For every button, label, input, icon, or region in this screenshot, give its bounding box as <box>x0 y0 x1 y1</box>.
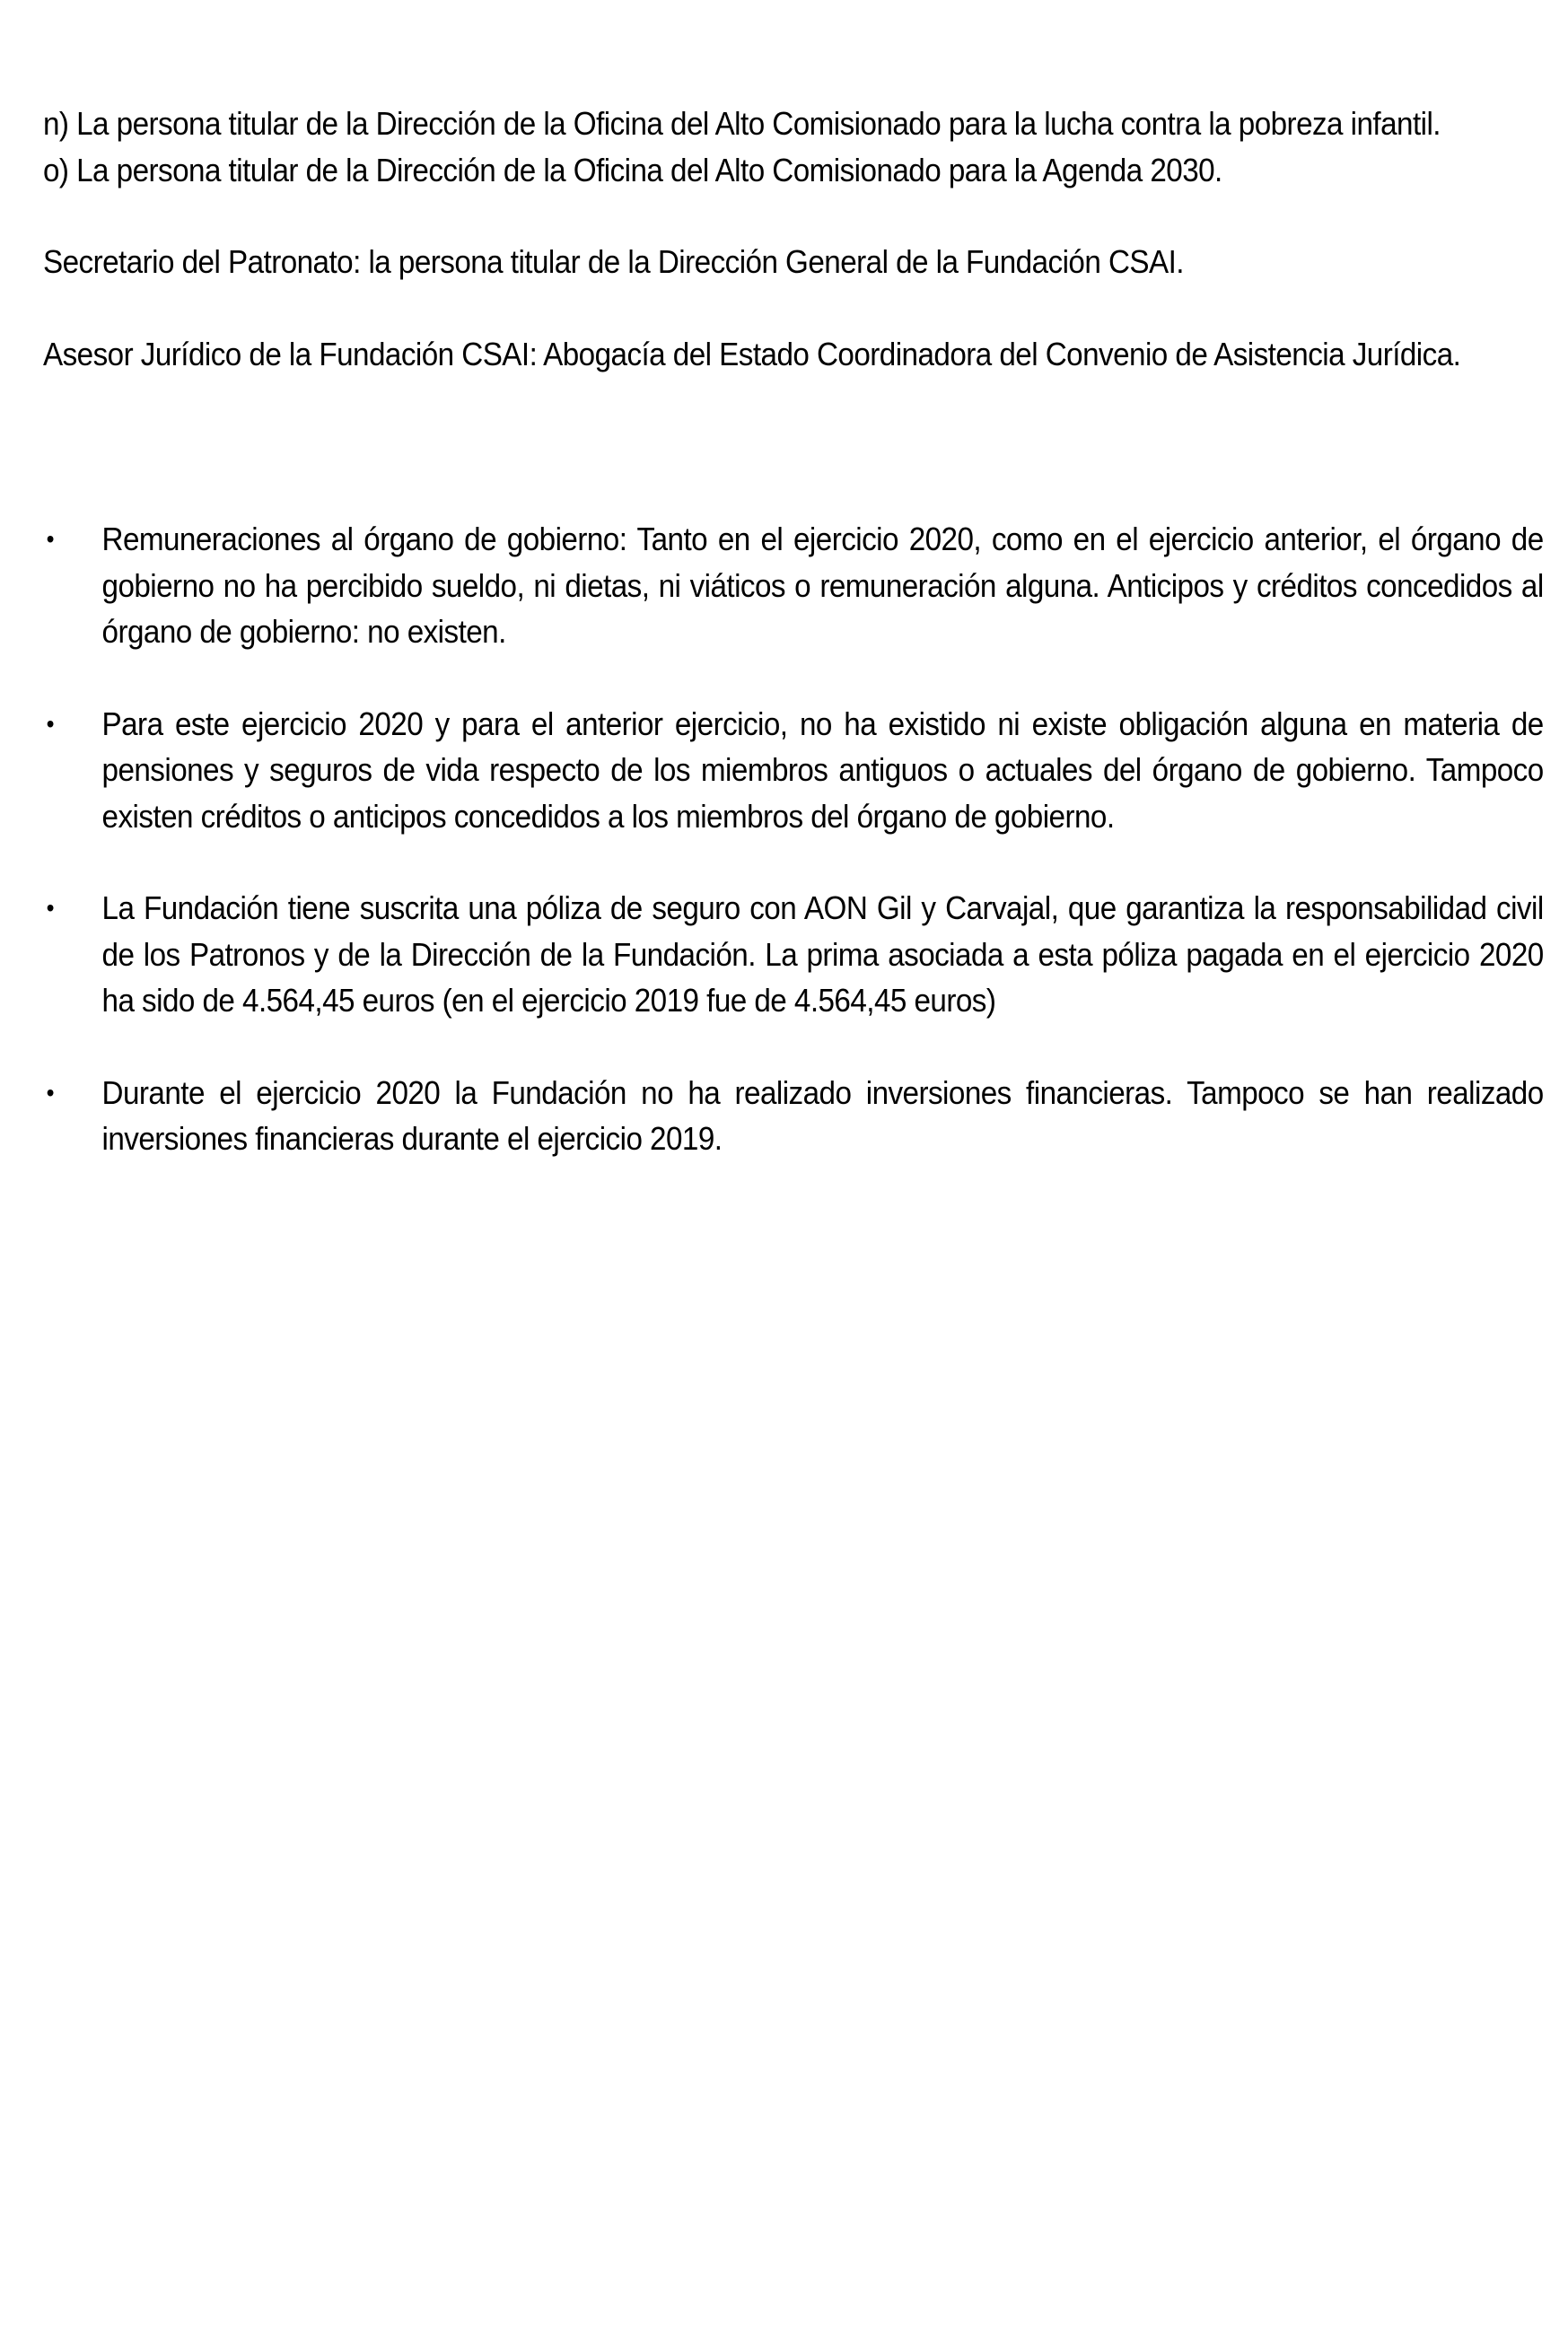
bullet-icon: • <box>46 894 55 922</box>
bullet-text: Para este ejercicio 2020 y para el anterior ejercicio, no ha existido ni existe obligación alguna en materia de pensiones y seguros de vida respecto de los miembros antiguos o actuales del órgano de gobierno. Tampoco existen créditos o anticipos concedidos a los miembros del órgano de gobierno. <box>101 705 1544 835</box>
paragraph-item-o: o) La persona titular de la Dirección de la Oficina del Alto Comisionado para la Agenda 2030. <box>43 151 1222 188</box>
spacer <box>43 377 1544 516</box>
spacer <box>43 285 1544 331</box>
spacer <box>43 839 1544 885</box>
bullet-icon: • <box>46 1078 55 1107</box>
bullet-icon: • <box>46 709 55 738</box>
bullet-list <box>43 516 1544 1162</box>
bullet-item-remuneraciones <box>43 516 1544 655</box>
spacer <box>43 655 1544 701</box>
bullet-text: Remuneraciones al órgano de gobierno: Tanto en el ejercicio 2020, como en el ejercicio anterior, el órgano de gobierno no ha percibido sueldo, ni dietas, ni viáticos o remuneración alguna. Anticipos y créditos concedidos al órgano de gobierno: no existen. <box>101 521 1544 650</box>
bullet-item-pensiones <box>43 701 1544 840</box>
paragraph-asesor: Asesor Jurídico de la Fundación CSAI: Abogacía del Estado Coordinadora del Convenio de Asistencia Jurídica. <box>43 335 1461 372</box>
document-body <box>43 101 1544 1162</box>
bullet-text: La Fundación tiene suscrita una póliza de seguro con AON Gil y Carvajal, que garantiza la responsabilidad civil de los Patronos y de la Dirección de la Fundación. La prima asociada a esta póliza pagada en el ejercicio 2020 ha sido de 4.564,45 euros (en el ejercicio 2019 fue de 4.564,45 euros) <box>101 889 1544 1019</box>
spacer <box>43 193 1544 239</box>
bullet-text: Durante el ejercicio 2020 la Fundación no ha realizado inversiones financieras. Tampoco se han realizado inversiones financieras durante el ejercicio 2019. <box>101 1073 1544 1157</box>
bullet-item-poliza <box>43 885 1544 1024</box>
bullet-item-inversiones <box>43 1070 1544 1162</box>
spacer <box>43 1024 1544 1070</box>
paragraph-item-n: n) La persona titular de la Dirección de la Oficina del Alto Comisionado para la lucha contra la pobreza infantil. <box>43 105 1441 142</box>
bullet-icon: • <box>46 525 55 553</box>
paragraph-secretario: Secretario del Patronato: la persona titular de la Dirección General de la Fundación CSAI. <box>43 243 1184 280</box>
